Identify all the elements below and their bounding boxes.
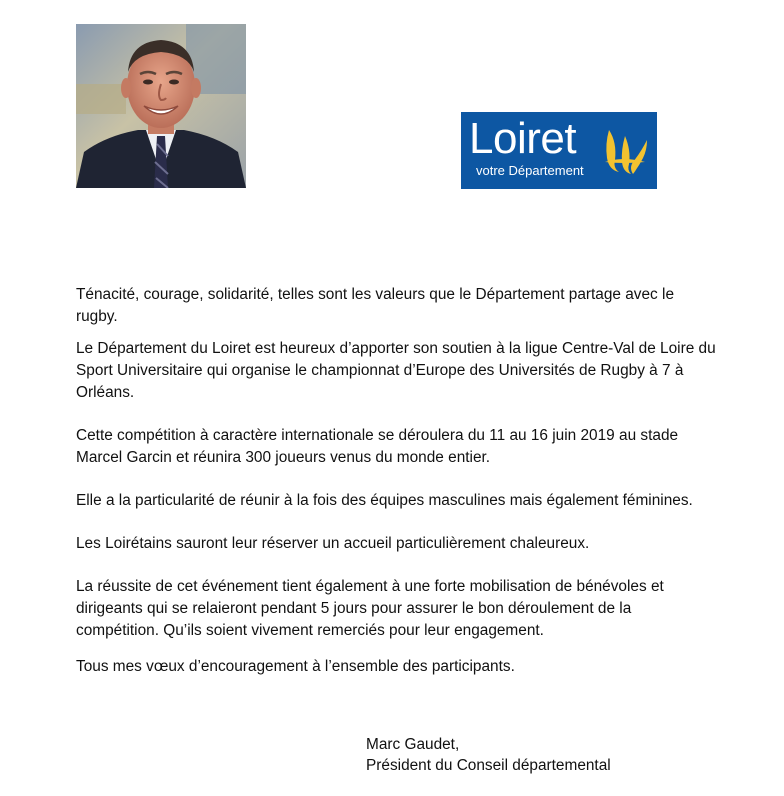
letter-body [76, 284, 716, 642]
logo-wordmark: Loiret [469, 114, 577, 163]
letter-paragraph: Cette compétition à caractère internationale se déroulera du 11 au 16 juin 2019 au stade Marcel Garcin et réunira 300 joueurs venus du monde entier. [76, 427, 679, 466]
portrait-photo [76, 24, 246, 188]
signature-name: Marc Gaudet, [366, 736, 460, 753]
letter-paragraph: Le Département du Loiret est heureux d’apporter son soutien à la ligue Centre-Val de Loire du Sport Universitaire qui organise le championnat d’Europe des Universités de Rugby à 7 à Orléans. [76, 340, 716, 401]
fleur-de-lis-icon [595, 122, 655, 178]
letter-paragraph: Ténacité, courage, solidarité, telles sont les valeurs que le Département partage avec le rugby. [76, 286, 675, 325]
portrait-image [76, 24, 246, 188]
signature-title: Président du Conseil départemental [366, 757, 611, 774]
letter-paragraph: Elle a la particularité de réunir à la fois des équipes masculines mais également féminines. [76, 492, 693, 509]
letter-closing: Tous mes vœux d’encouragement à l’ensemble des participants. [76, 658, 515, 675]
signature-block [366, 734, 611, 776]
letter-paragraph: La réussite de cet événement tient également à une forte mobilisation de bénévoles et dirigeants qui se relaieront pendant 5 jours pour assurer le bon déroulement de la compétition. Qu’ils soient vivement remerciés pour leur engagement. [76, 578, 664, 639]
letter-paragraph: Les Loirétains sauront leur réserver un accueil particulièrement chaleureux. [76, 535, 590, 552]
loiret-logo [461, 112, 657, 189]
logo-tagline: votre Département [476, 163, 584, 178]
